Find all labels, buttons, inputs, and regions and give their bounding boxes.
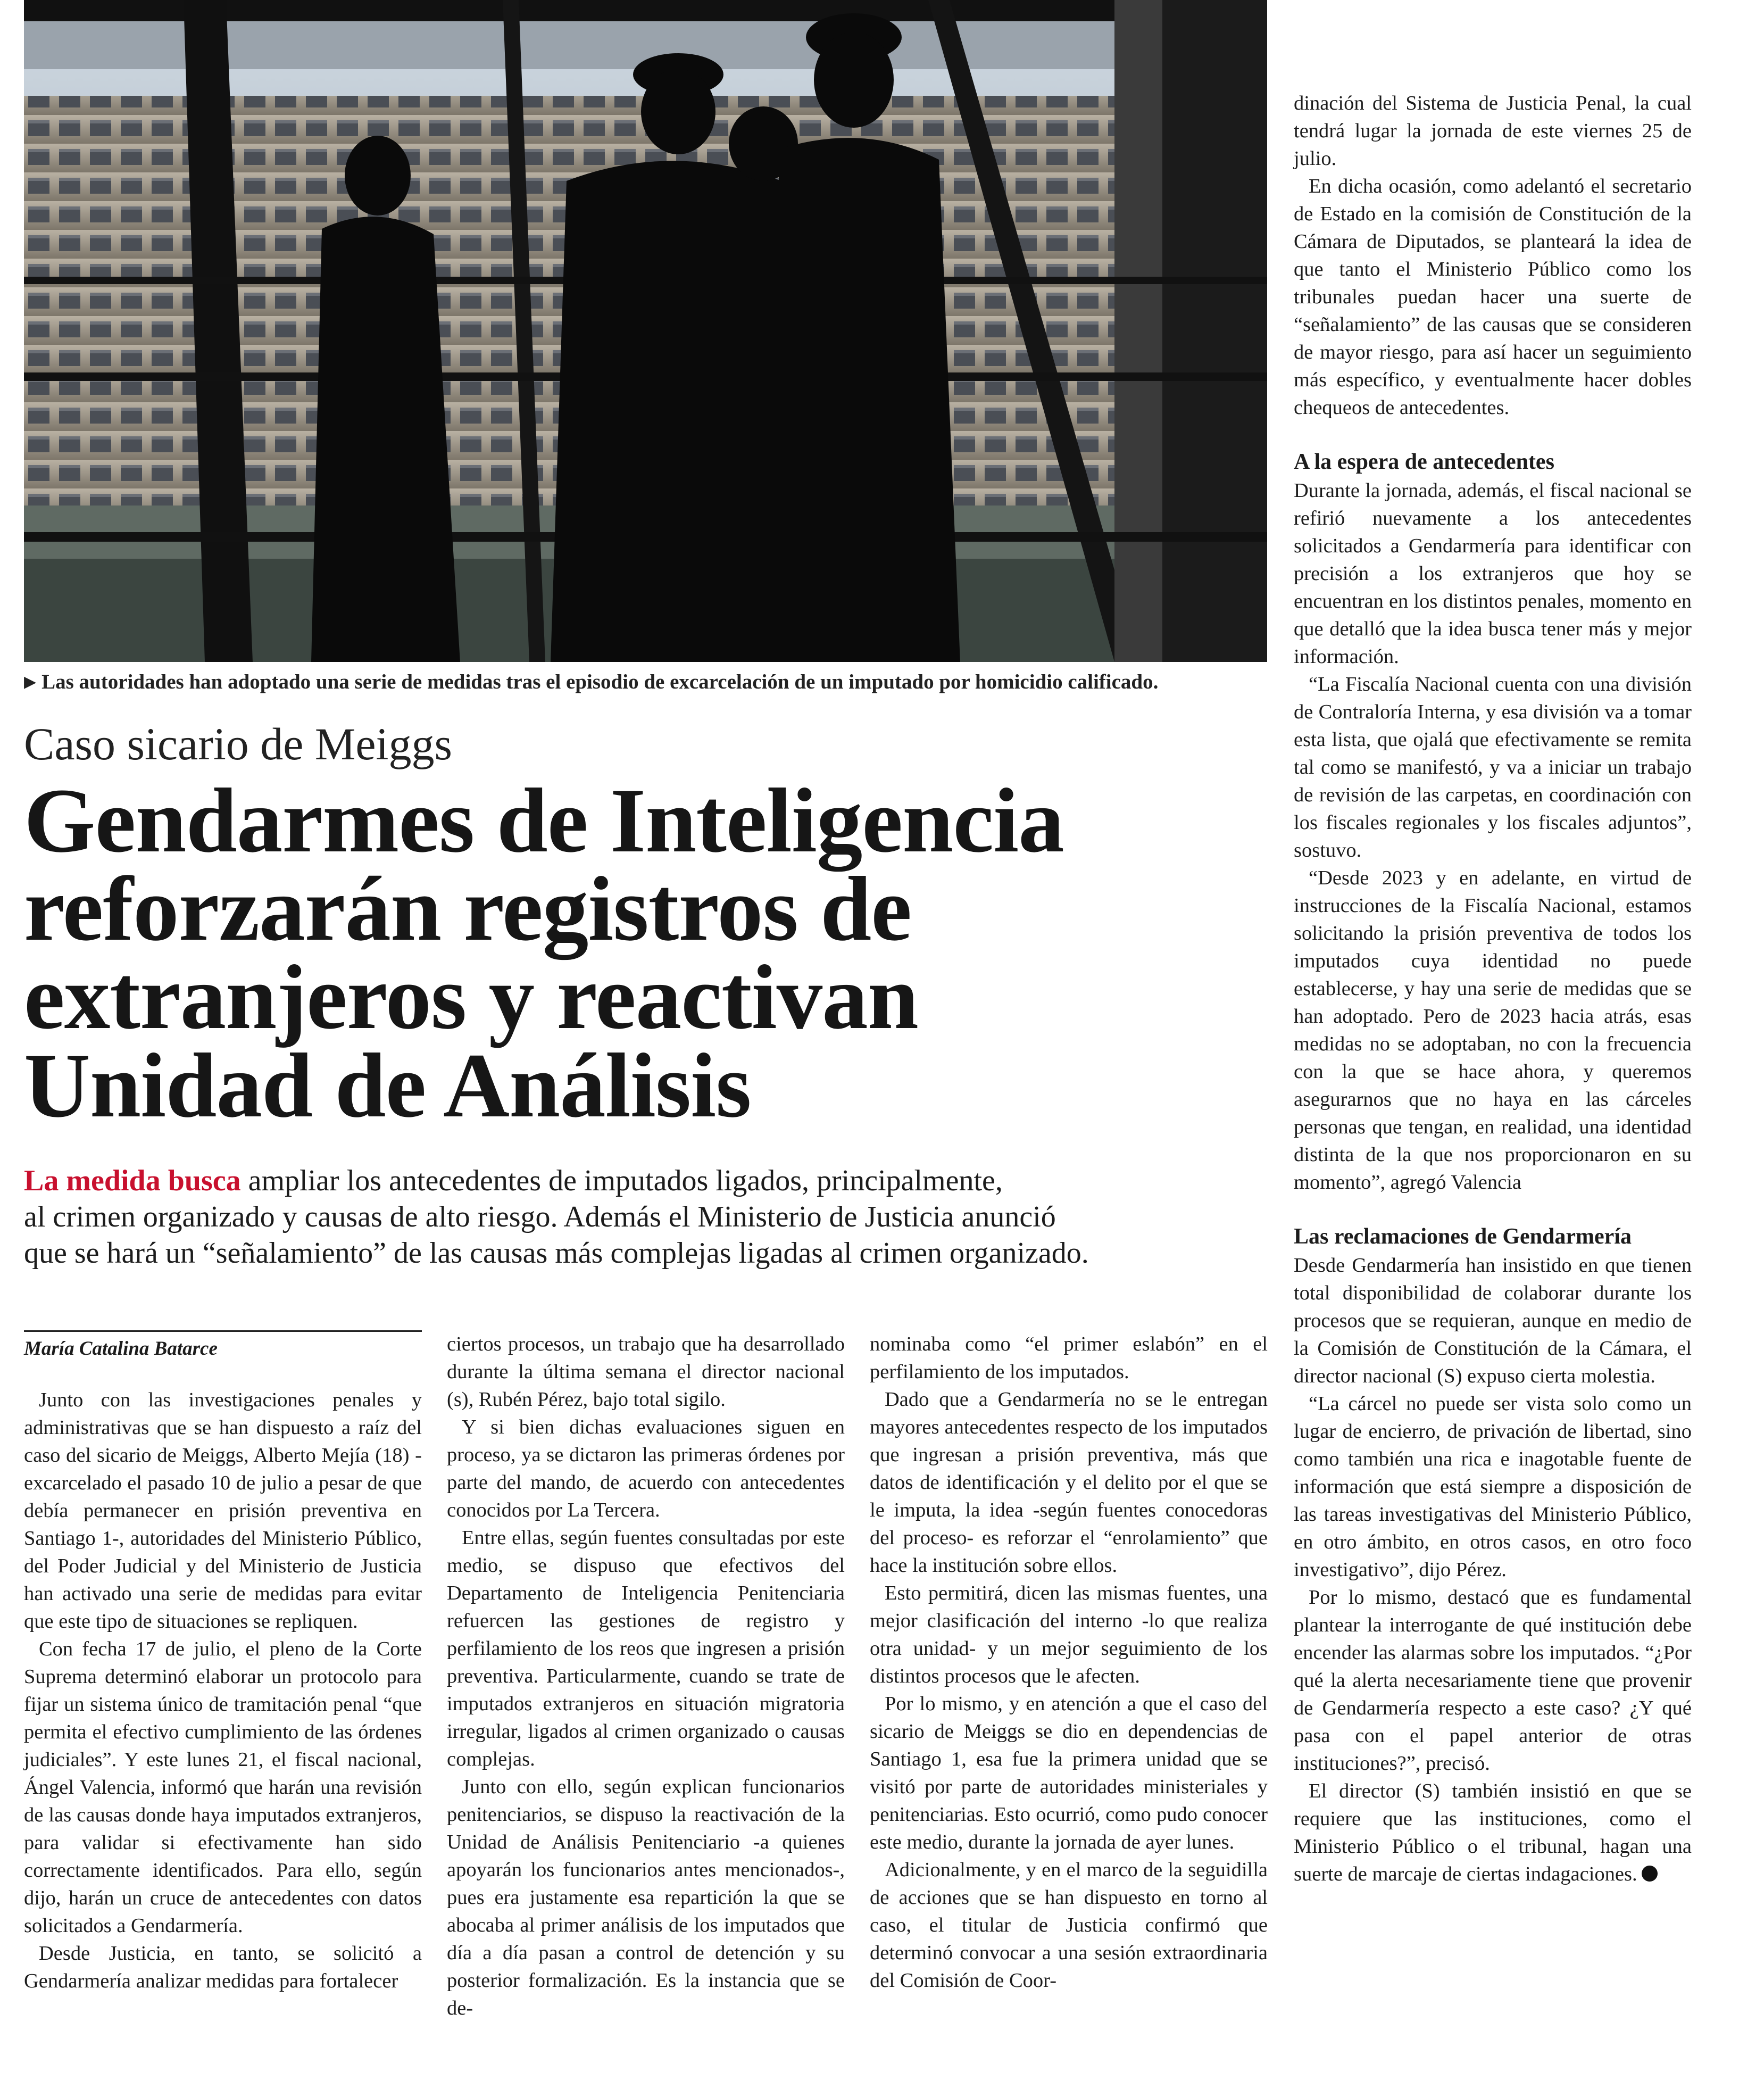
body-column-4 [1294,89,1692,1888]
headline-line: Unidad de Análisis [24,1035,751,1137]
article-lead [24,1163,1269,1271]
paragraph: Con fecha 17 de julio, el pleno de la Corte Suprema determinó elaborar un protocolo para fijar un sistema único de tramitación penal “que permita el efectivo cumplimiento de las órdenes judiciales”. Y este lunes 21, el fiscal nacional, Ángel Valencia, informó que harán una revisión de las causas donde haya imputados extranjeros, para validar si efectivamente han sido correctamente identificados. Para ello, según dijo, harán un cruce de antecedentes con datos solicitados a Gendarmería. [24,1638,422,1937]
photo-caption [24,669,1267,697]
paragraph: nominaba como “el primer eslabón” en el perfilamiento de los imputados. [870,1333,1268,1383]
paragraph: Dado que a Gendarmería no se le entregan mayores antecedentes respecto de los imputados que ingresan a prisión preventiva, más que datos de identificación y el delito por el que se le imputa, la idea -según fuentes conocedoras del proceso- es reforzar el “enrolamiento” que hace la institución sobre ellos. [870,1388,1268,1577]
paragraph: Durante la jornada, además, el fiscal nacional se refirió nuevamente a los antecedentes solicitados a Gendarmería para identificar con precisión a los extranjeros que hoy se encuentran en los distintos penales, momento en que detalló que la idea busca tener más y mejor información. [1294,479,1692,668]
paragraph: Junto con las investigaciones penales y administrativas que se han dispuesto a raíz del caso del sicario de Meiggs, Alberto Mejía (18) -excarcelado el pasado 10 de julio a pesar de que debía permanecer en prisión preventiva en Santiago 1-, autoridades del Ministerio Público, del Poder Judicial y del Ministerio de Justicia han activado una serie de medidas para evitar que este tipo de situaciones se repliquen. [24,1389,422,1633]
paragraph [1294,1777,1692,1888]
body-column-3 [870,1330,1268,1994]
lead-line: que se hará un “señalamiento” de las causas más complejas ligadas al crimen organizado. [24,1237,1089,1270]
silhouette-photo-illustration [24,0,1267,662]
paragraph: Por lo mismo, y en atención a que el caso del sicario de Meiggs se dio en dependencias de Santiago 1, esa fue la primera unidad que se visitó por parte de autoridades ministeriales y penitenciarias. Esto ocurrió, como pudo conocer este medio, durante la jornada de ayer lunes. [870,1693,1268,1853]
paragraph: “Desde 2023 y en adelante, en virtud de instrucciones de la Fiscalía Nacional, estamos solicitando la prisión preventiva de todos los imputados cuya identidad no puede establecerse, y hay una serie de medidas que se han adoptado. Pero de 2023 hacia atrás, esas medidas no se adoptaban, no con la frecuencia con la que se hace ahora, y queremos asegurarnos que no haya en las cárceles personas que tengan, en realidad, una identidad distinta de la que nos proporcionaron en su momento”, agregó Valencia [1294,867,1692,1194]
paragraph: Y si bien dichas evaluaciones siguen en proceso, ya se dictaron las primeras órdenes por parte del mando, de acuerdo con antecedentes conocidos por La Tercera. [447,1416,845,1521]
caption-marker-icon: ▶ [24,673,37,691]
final-paragraph-text: El director (S) también insistió en que se requiere que las instituciones, como el Ministerio Público o el tribunal, hagan una suerte de marcaje de ciertas indagaciones. [1294,1780,1692,1885]
paragraph: En dicha ocasión, como adelantó el secretario de Estado en la comisión de Constitución de la Cámara de Diputados, se planteará la idea de que tanto el Ministerio Público como los tribunales puedan hacer una suerte de “señalamiento” de las causas que se consideren de mayor riesgo, para así hacer un seguimiento más específico, y eventualmente hacer dobles chequeos de antecedentes. [1294,175,1692,419]
paragraph: Esto permitirá, dicen las mismas fuentes, una mejor clasificación del interno -lo que realiza otra unidad- y un mejor seguimiento de los distintos procesos que le afecten. [870,1582,1268,1687]
paragraph: “La Fiscalía Nacional cuenta con una división de Contraloría Interna, y esa división va a tomar esta lista, que ojalá que efectivamente se remita tal como se manifestó, y va a iniciar un trabajo de revisión de las carpetas, en coordinación con los fiscales regionales y los fiscales adjuntos”, sostuvo. [1294,673,1692,861]
paragraph: ciertos procesos, un trabajo que ha desarrollado durante la última semana el director nacional (s), Rubén Pérez, bajo total sigilo. [447,1333,845,1411]
paragraph: Junto con ello, según explican funcionarios penitenciarios, se dispuso la reactivación de la Unidad de Análisis Penitenciario -a quienes apoyarán los funcionarios antes mencionados-, pues era justamente esa repartición la que se abocaba al primer análisis de los imputados que día a día pasan a control de detención y su posterior formalización. Es la instancia que se de- [447,1776,845,2019]
article-kicker: Caso sicario de Meiggs [24,718,452,769]
byline: María Catalina Batarce [24,1330,422,1365]
article-headline [24,770,1247,1137]
paragraph: dinación del Sistema de Justicia Penal, la cual tendrá lugar la jornada de este viernes 25 de julio. [1294,92,1692,170]
body-column-2 [447,1330,845,2022]
paragraph: Desde Gendarmería han insistido en que tienen total disponibilidad de colaborar durante los procesos que se requieran, aunque en medio de la Comisión de Constitución de la Cámara, el director nacional (S) expuso cierta molestia. [1294,1254,1692,1387]
photo-caption-text: Las autoridades han adoptado una serie de medidas tras el episodio de excarcelación de un imputado por homicidio calificado. [41,670,1159,693]
paragraph: Desde Justicia, en tanto, se solicitó a Gendarmería analizar medidas para fortalecer [24,1942,422,1992]
subheading: A la espera de antecedentes [1294,450,1554,474]
body-column-1 [24,1330,422,1995]
lead-line: al crimen organizado y causas de alto riesgo. Además el Ministerio de Justicia anunció [24,1200,1056,1233]
lead-line: ampliar los antecedentes de imputados ligados, principalmente, [248,1164,1003,1197]
end-of-article-icon [1642,1866,1658,1882]
headline-line: reforzarán registros de [24,858,912,960]
paragraph: “La cárcel no puede ser vista solo como un lugar de encierro, de privación de libertad, sino como también una rica e inagotable fuente de información que está siempre a disposición de las tareas investigativas del Ministerio Público, en otro ámbito, en otros casos, en otro foco investigativo”, dijo Pérez. [1294,1393,1692,1581]
paragraph: Por lo mismo, destacó que es fundamental plantear la interrogante de qué institución debe encender las alarmas sobre los imputados. “¿Por qué la alerta necesariamente tiene que provenir de Gendarmería respecto a este caso? ¿Y qué pasa con el papel anterior de otras instituciones?”, precisó. [1294,1586,1692,1775]
subheading: Las reclamaciones de Gendarmería [1294,1224,1632,1249]
article-photo [24,0,1267,662]
paragraph: Entre ellas, según fuentes consultadas por este medio, se dispuso que efectivos del Departamento de Inteligencia Penitenciaria refuercen las gestiones de registro y perfilamiento de los reos que ingresen a prisión preventiva. Particularmente, cuando se trate de imputados extranjeros en situación migratoria irregular, ligados al crimen organizado o causas complejas. [447,1527,845,1770]
paragraph: Adicionalmente, y en el marco de la seguidilla de acciones que se han dispuesto en torno al caso, el titular de Justicia confirmó que determinó convocar a una sesión extraordinaria del Comisión de Coor- [870,1859,1268,1992]
lead-highlight: La medida busca [24,1164,241,1197]
headline-line: extranjeros y reactivan [24,947,918,1048]
headline-line: Gendarmes de Inteligencia [24,770,1064,872]
